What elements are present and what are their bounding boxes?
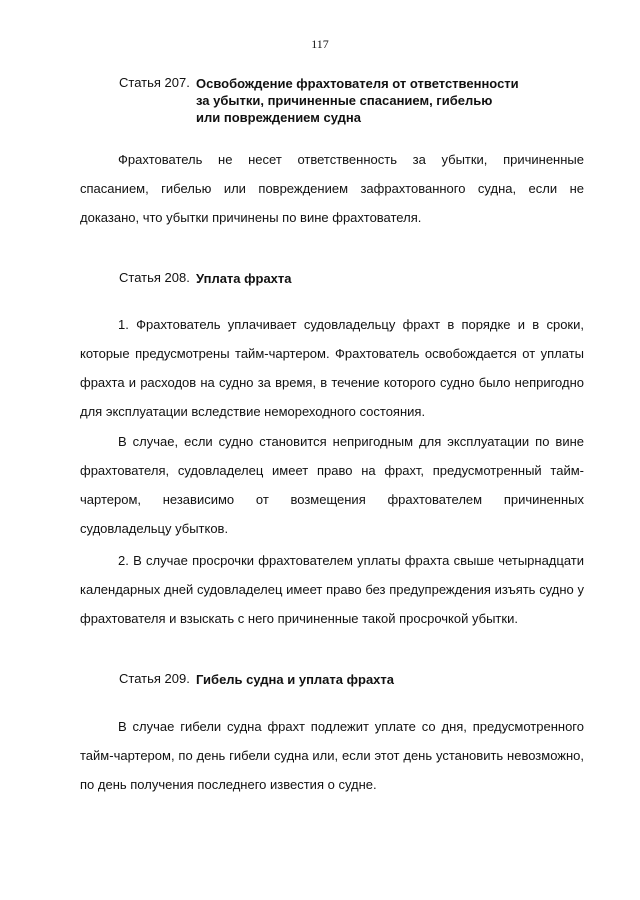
article-209-title xyxy=(196,671,394,688)
article-208-paragraph-1: 1. Фрахтователь уплачивает судовладельцу фрахт в порядке и в сроки, которые предусмотрены тайм-чартером. Фрахтователь освобождается от уплаты фрахта и расходов на судно за время, в течение которого судно было непригодно для эксплуатации вследствие немореходного состояния. xyxy=(80,317,584,419)
article-207-paragraph: Фрахтователь не несет ответственность за убытки, причиненные спасанием, гибелью или повреждением зафрахтованного судна, если не доказано, что убытки причинены по вине фрахтователя. xyxy=(80,152,584,225)
article-208-paragraph-2: В случае, если судно становится непригодным для эксплуатации по вине фрахтователя, судовладелец имеет право на фрахт, предусмотренный тайм-чартером, независимо от возмещения фрахтователем причиненных судовладельцу убытков. xyxy=(80,434,584,536)
article-207-title-line: Освобождение фрахтователя от ответственности xyxy=(196,76,519,91)
page-number: 117 xyxy=(311,37,329,51)
article-208-label: Статья 208. xyxy=(119,270,190,285)
article-209-paragraph: В случае гибели судна фрахт подлежит уплате со дня, предусмотренного тайм-чартером, по день гибели судна или, если этот день установить невозможно, по день получения последнего известия о судне. xyxy=(80,719,584,792)
article-207-title-line: за убытки, причиненные спасанием, гибелью xyxy=(196,93,493,108)
article-208-title-line: Уплата фрахта xyxy=(196,271,292,286)
article-209-title-line: Гибель судна и уплата фрахта xyxy=(196,672,394,687)
article-207-title-line: или повреждением судна xyxy=(196,110,361,125)
article-207-title xyxy=(196,75,519,126)
article-208-paragraph-3: 2. В случае просрочки фрахтователем уплаты фрахта свыше четырнадцати календарных дней судовладелец имеет право без предупреждения изъять судно у фрахтователя и взыскать с него причиненные такой просрочкой убытки. xyxy=(80,553,584,626)
article-207-label: Статья 207. xyxy=(119,75,190,90)
article-209-label: Статья 209. xyxy=(119,671,190,686)
article-208-title xyxy=(196,270,292,287)
